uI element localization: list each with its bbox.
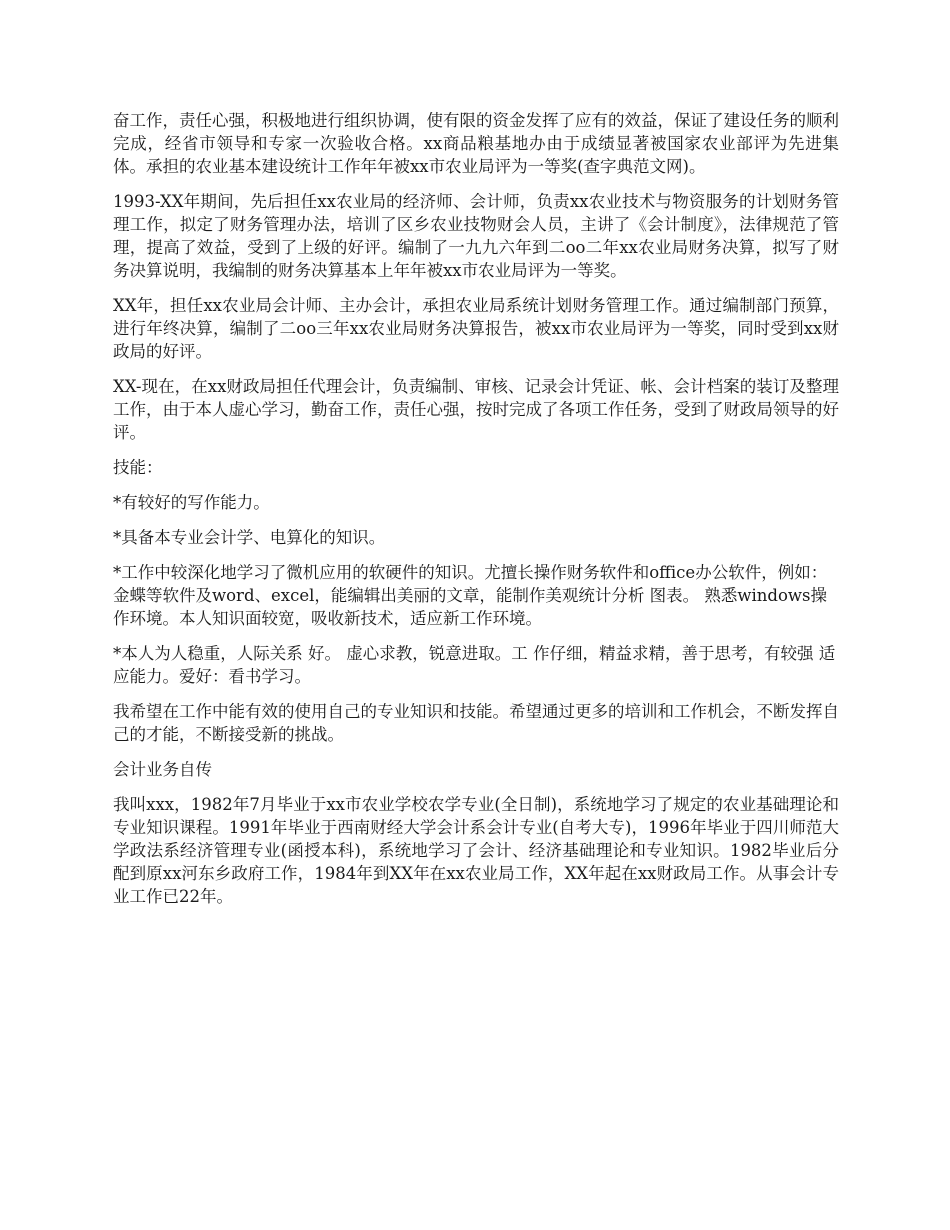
document-body [113,109,839,920]
paragraph-career-achievements: 奋工作，责任心强，积极地进行组织协调，使有限的资金发挥了应有的效益，保证了建设任务的顺利完成，经省市领导和专家一次验收合格。xx商品粮基地办由于成绩显著被国家农业部评为先进集体。承担的农业基本建设统计工作年年被xx市农业局评为一等奖(查字典范文网)。 [113,111,839,176]
skill-item-writing: *有较好的写作能力。 [113,493,270,512]
skills-heading: 技能： [113,458,163,477]
paragraph-1993-period: 1993-XX年期间，先后担任xx农业局的经济师、会计师，负责xx农业技术与物资服务的计划财务管理工作，拟定了财务管理办法，培训了区乡农业技物财会人员，主讲了《会计制度》，法律规范了管理，提高了效益，受到了上级的好评。编制了一九九六年到二oo二年xx农业局财务决算，拟写了财务决算说明，我编制的财务决算基本上年年被xx市农业局评为一等奖。 [113,192,839,280]
paragraph-current-position: XX-现在，在xx财政局担任代理会计，负责编制、审核、记录会计凭证、帐、会计档案的装订及整理工作，由于本人虚心学习，勤奋工作，责任心强，按时完成了各项工作任务，受到了财政局领导的好评。 [113,377,839,442]
paragraph-xx-year-accountant: XX年，担任xx农业局会计师、主办会计，承担农业局系统计划财务管理工作。通过编制部门预算，进行年终决算，编制了二oo三年xx农业局财务决算报告，被xx市农业局评为一等奖，同时受到xx财政局的好评。 [113,296,839,361]
section-heading-autobiography: 会计业务自传 [113,760,212,779]
skill-item-personality: *本人为人稳重，人际关系 好。 虚心求教，锐意进取。工 作仔细，精益求精，善于思考，有较强 适应能力。爱好：看书学习。 [113,644,836,686]
paragraph-aspiration: 我希望在工作中能有效的使用自己的专业知识和技能。希望通过更多的培训和工作机会，不断发挥自己的才能，不断接受新的挑战。 [113,702,839,744]
skill-item-computer: *工作中较深化地学习了微机应用的软硬件的知识。尤擅长操作财务软件和office办公软件，例如： 金蝶等软件及word、excel，能编辑出美丽的文章，能制作美观统计分析 图表。 熟悉windows操作环境。本人知识面较宽，吸收新技术，适应新工作环境。 [113,563,828,628]
paragraph-autobiography: 我叫xxx，1982年7月毕业于xx市农业学校农学专业(全日制)，系统地学习了规定的农业基础理论和专业知识课程。1991年毕业于西南财经大学会计系会计专业(自考大专)，1996年毕业于四川师范大学政法系经济管理专业(函授本科)，系统地学习了会计、经济基础理论和专业知识。1982毕业后分配到原xx河东乡政府工作，1984年到XX年在xx农业局工作，XX年起在xx财政局工作。从事会计专业工作已22年。 [113,795,839,906]
skill-item-accounting-knowledge: *具备本专业会计学、电算化的知识。 [113,528,386,547]
